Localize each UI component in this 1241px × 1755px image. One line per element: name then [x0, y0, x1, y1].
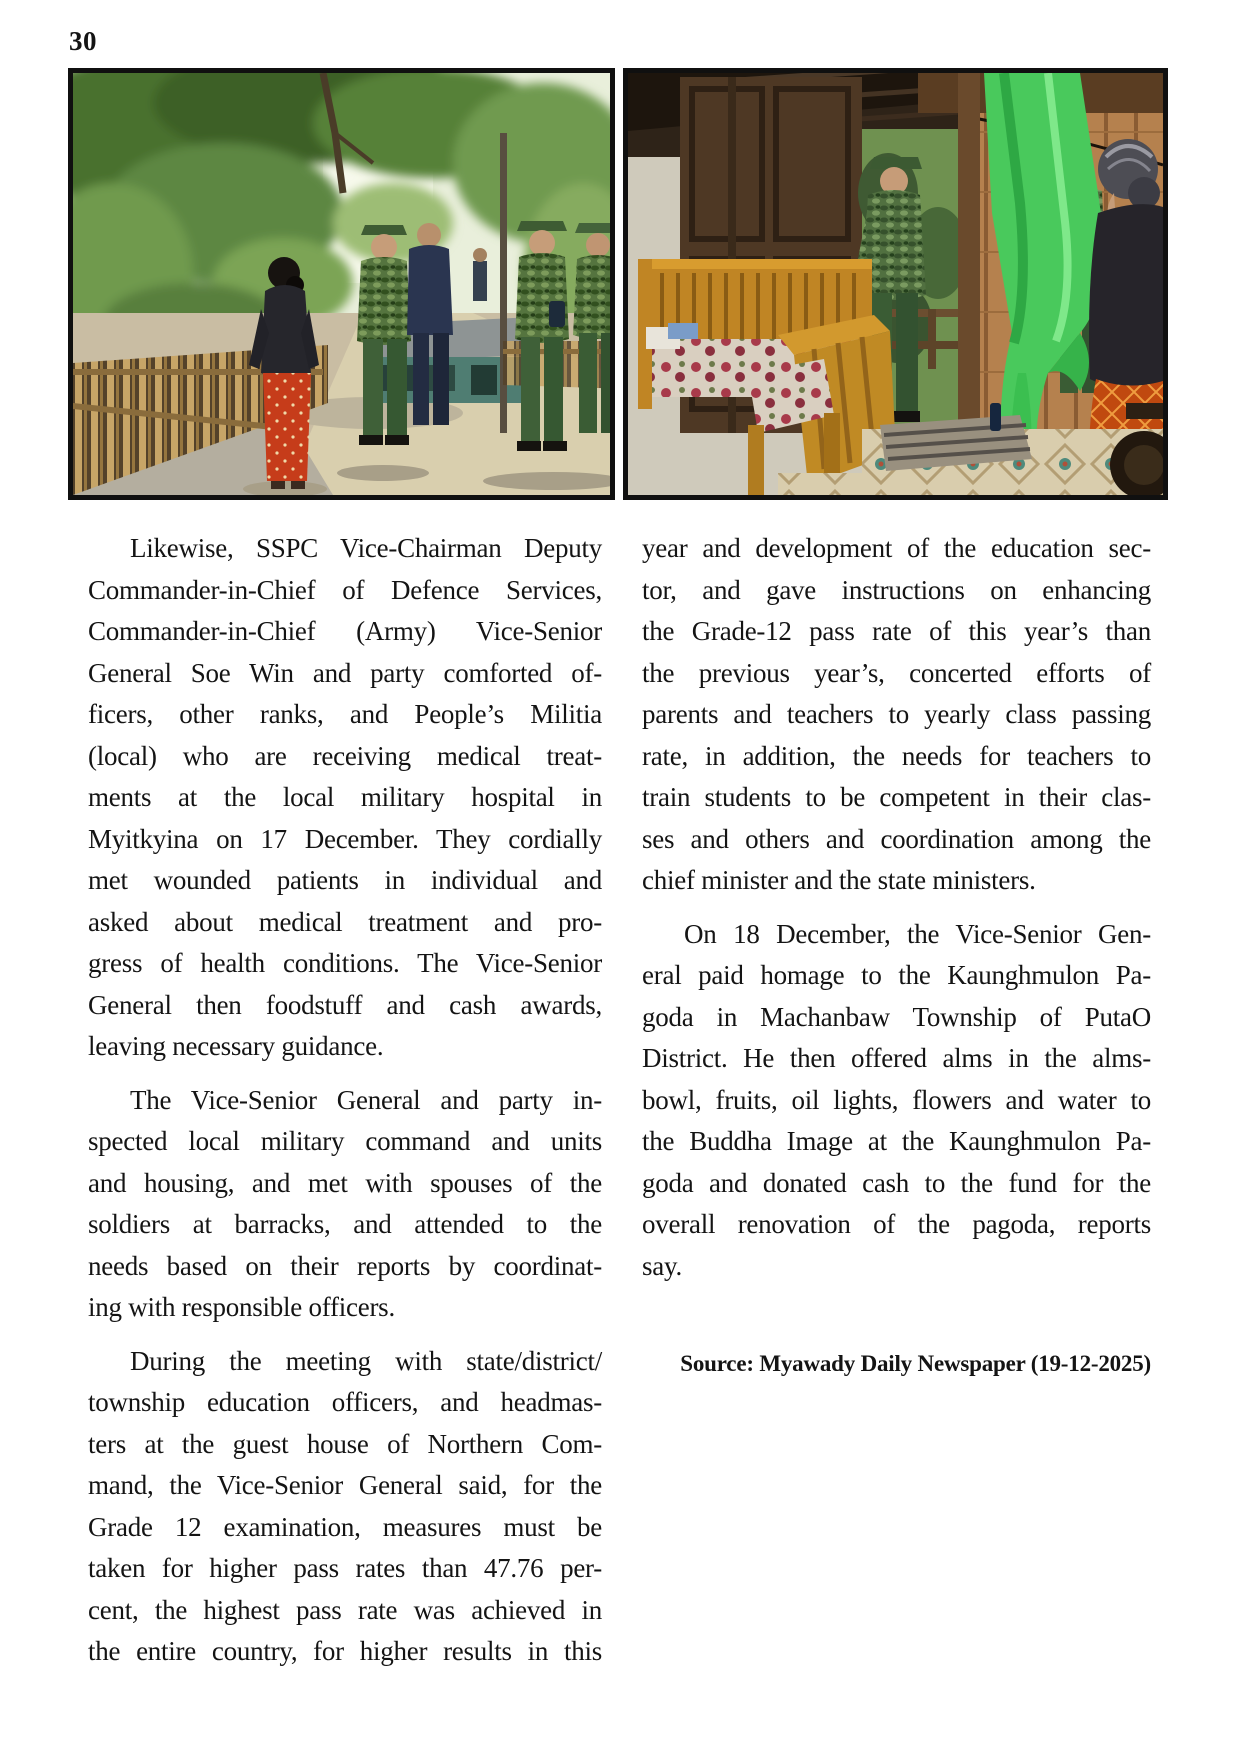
text-line: On 18 December, the Vice-Senior Gen- [684, 918, 1151, 949]
text-line: train students to be competent in their clas- [642, 782, 1151, 812]
text-line: spected local military command and units [88, 1126, 602, 1156]
source-credit: Source: Myawady Daily Newspaper (19-12-2025) [680, 1351, 1151, 1376]
text-line: asked about medical treatment and pro- [88, 906, 602, 937]
text-line: leaving necessary guidance. [88, 1031, 384, 1061]
photo-house-interior-art [628, 73, 1163, 495]
text-line: and housing, and met with spouses of the [88, 1167, 602, 1198]
paragraph [642, 528, 1151, 902]
text-line: ing with responsible officers. [88, 1292, 395, 1322]
page-number: 30 [69, 26, 97, 56]
text-line: year and development of the education sec- [642, 533, 1151, 563]
water-bottle [990, 403, 1001, 431]
text-line: say. [642, 1250, 682, 1281]
text-line: the entire country, for higher results in this [88, 1636, 602, 1666]
text-line: met wounded patients in individual and [88, 865, 602, 895]
text-line: eral paid homage to the Kaunghmulon Pa- [642, 960, 1151, 990]
photo-house-interior [623, 68, 1168, 500]
text-line: chief minister and the state ministers. [642, 865, 1036, 895]
text-line: District. He then offered alms in the alms- [642, 1043, 1151, 1073]
text-line: Commander-in-Chief of Defence Services, [88, 574, 602, 605]
text-line: parents and teachers to yearly class passing [642, 699, 1151, 729]
text-line: cent, the highest pass rate was achieved in [88, 1594, 602, 1625]
text-line: overall renovation of the pagoda, reports [642, 1209, 1151, 1239]
text-line: Myitkyina on 17 December. They cordially [88, 823, 602, 854]
text-line: Grade 12 examination, measures must be [88, 1511, 602, 1542]
paragraph [642, 914, 1151, 1288]
text-line: ments at the local military hospital in [88, 782, 602, 812]
article-column-left [88, 528, 602, 1673]
porch-post [958, 73, 980, 463]
article-column-right [642, 528, 1151, 1377]
text-line: the previous year’s, concerted efforts of [642, 657, 1151, 688]
text-line: rate, in addition, the needs for teachers to [642, 740, 1151, 771]
paragraph [88, 528, 602, 1068]
photo-village-visit-art [73, 73, 610, 495]
text-line: Likewise, SSPC Vice-Chairman Deputy [130, 533, 602, 563]
text-line: During the meeting with state/district/ [130, 1345, 602, 1376]
text-line: mand, the Vice-Senior General said, for the [88, 1470, 602, 1500]
text-line: ters at the guest house of Northern Com- [88, 1428, 602, 1459]
text-line: bowl, fruits, oil lights, flowers and water to [642, 1084, 1151, 1115]
text-line: township education officers, and headmas- [88, 1387, 602, 1417]
text-line: ses and others and coordination among the [642, 823, 1151, 854]
text-line: the Buddha Image at the Kaunghmulon Pa- [642, 1126, 1151, 1156]
text-line: gress of health conditions. The Vice-Senior [88, 948, 602, 978]
text-line: The Vice-Senior General and party in- [130, 1084, 602, 1115]
text-line: General Soe Win and party comforted of- [88, 657, 602, 688]
paragraph [88, 1341, 602, 1673]
text-line: (local) who are receiving medical treat- [88, 740, 602, 771]
text-line: goda and donated cash to the fund for the [642, 1167, 1151, 1198]
text-line: soldiers at barracks, and attended to the [88, 1209, 602, 1239]
paragraph [88, 1080, 602, 1329]
text-line: taken for higher pass rates than 47.76 per- [88, 1553, 602, 1583]
text-line: Commander-in-Chief (Army) Vice-Senior [88, 616, 602, 646]
text-line: General then foodstuff and cash awards, [88, 989, 602, 1020]
text-line: needs based on their reports by coordinat- [88, 1250, 602, 1281]
background-figures [473, 248, 487, 301]
text-line: goda in Machanbaw Township of PutaO [642, 1001, 1151, 1032]
photo-village-visit [68, 68, 615, 500]
utility-pole [500, 133, 507, 433]
text-line: ficers, other ranks, and People’s Militia [88, 699, 602, 729]
text-line: tor, and gave instructions on enhancing [642, 574, 1151, 605]
text-line: the Grade-12 pass rate of this year’s than [642, 616, 1151, 646]
